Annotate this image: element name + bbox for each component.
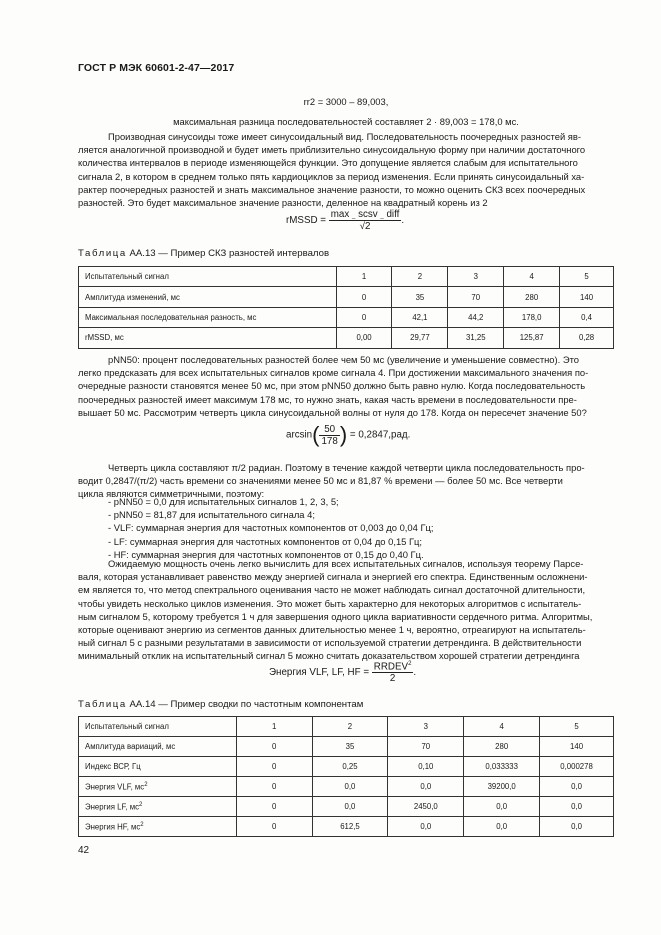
numerator-part: diff xyxy=(386,209,400,220)
text-line: ным сигналом 5, которому требуется 1 ч для завершения одного цикла вариативности сердечного ритма. Алгоритмы, xyxy=(78,610,593,622)
table-cell: 0,0 xyxy=(312,777,388,797)
document-header: ГОСТ Р МЭК 60601-2-47—2017 xyxy=(78,62,235,74)
text-line: легко предсказать для всех испытательных сигналов кроме сигнала 4. При достижении максимального значения по- xyxy=(78,367,589,379)
text-line: поочередных разностей имеет максимум 178 мс, то нужно знать, какая часть времени в последовательности пре- xyxy=(78,393,577,405)
formula-lhs: Энергия VLF, LF, HF = xyxy=(269,667,370,679)
table-cell: 178,0 xyxy=(504,307,560,327)
rmssd-formula xyxy=(286,209,404,232)
table-row xyxy=(79,757,614,777)
table-cell: 0 xyxy=(336,287,392,307)
table-cell: 4 xyxy=(464,717,540,737)
table-cell: 140 xyxy=(560,287,614,307)
text-line: минимальный отклик на испытательный сигнал 5 можно считать доказательством хорошей стратегии детрендинга xyxy=(78,650,580,662)
table-cell: 29,77 xyxy=(392,328,448,348)
table-cell: 0,0 xyxy=(464,797,540,817)
numerator-part: max xyxy=(330,209,350,220)
formula-fraction xyxy=(329,209,405,232)
text-line: цикла являются симметричными, поэтому: xyxy=(78,488,265,500)
table-cell: 35 xyxy=(312,737,388,757)
text-line: Ожидаемую мощность очень легко вычислить для всех испытательных сигналов, используя теорему Парсе- xyxy=(108,558,584,569)
text-line: валя, которая устанавливает равенство между энергией сигнала и энергией его спектра. Единственным осложнени- xyxy=(78,571,588,583)
numerator-exponent: 2 xyxy=(408,661,412,667)
table-cell: 0,28 xyxy=(560,328,614,348)
table-cell: 42,1 xyxy=(392,307,448,327)
formula-rhs: = 0,2847,рад. xyxy=(349,429,411,441)
list-item: - pNN50 = 0,0 для испытательных сигналов 1, 2, 3, 5; xyxy=(108,496,339,507)
table-cell: 0 xyxy=(236,757,312,777)
text-line: ный сигнал 5 с разными результатами в зависимости от используемой стратегии детрендинга. В действительности xyxy=(78,637,582,649)
table-cell: 1 xyxy=(236,717,312,737)
formula-fraction xyxy=(319,424,339,447)
table-cell: 70 xyxy=(388,737,464,757)
equation-max-difference: максимальная разница последовательностей составляет 2 · 89,003 = 178,0 мс. xyxy=(173,116,519,127)
formula-lhs: rMSSD = xyxy=(286,215,327,227)
table-cell: 0,10 xyxy=(388,757,464,777)
formula-fraction xyxy=(372,661,417,685)
text-line: Производная синусоиды тоже имеет синусоидальный вид. Последовательность поочередных разностей яв- xyxy=(108,131,581,142)
row-label: Энергия LF, мс xyxy=(85,802,139,812)
text-line: pNN50: процент последовательных разностей более чем 50 мс (увеличение и уменьшение совместно). Это xyxy=(108,354,579,365)
paragraph-parseval xyxy=(78,557,614,663)
table-cell: 70 xyxy=(448,287,504,307)
table-cell: 5 xyxy=(560,267,614,287)
formula-denominator: 178 xyxy=(321,435,338,447)
table-cell: 1 xyxy=(336,267,392,287)
text-line: которые оценивают энергию из сегментов данных длительностью менее 1 ч, вероятно, отреагируют на испытатель- xyxy=(78,624,586,636)
table-cell: Испытательный сигнал xyxy=(79,717,237,737)
table-cell xyxy=(79,777,237,797)
table-cell: 5 xyxy=(540,717,614,737)
table-cell: 0 xyxy=(236,737,312,757)
table-cell: 612,5 xyxy=(312,817,388,837)
table-cell: 0 xyxy=(236,797,312,817)
paragraph-pnn50 xyxy=(78,353,614,419)
table-cell: 2 xyxy=(312,717,388,737)
formula-end: . xyxy=(413,667,417,679)
unit-exponent: 2 xyxy=(144,781,148,788)
list-item: - VLF: суммарная энергия для частотных компонентов от 0,003 до 0,04 Гц; xyxy=(108,522,434,534)
numerator-text: RRDEV xyxy=(373,661,409,673)
page-number: 42 xyxy=(78,845,90,856)
formula-denominator: 2 xyxy=(389,673,396,685)
table-rmssd xyxy=(78,266,614,349)
caption-text: АА.14 — Пример сводки по частотным компонентам xyxy=(126,699,364,710)
list-item: - LF: суммарная энергия для частотных компонентов от 0,04 до 0,15 Гц; xyxy=(108,535,423,547)
table-cell: 4 xyxy=(504,267,560,287)
table1-caption xyxy=(78,248,329,259)
text-line: рактер поочередных разностей и знать максимальное значение разности, то можно оценить СКЗ всех поочередных xyxy=(78,183,586,195)
table-row xyxy=(79,817,614,837)
table-cell: 0,0 xyxy=(388,777,464,797)
formula-denominator: √2 xyxy=(359,221,371,232)
table-cell: 3 xyxy=(448,267,504,287)
table-cell: Индекс ВСР, Гц xyxy=(79,757,237,777)
table-cell: 0,0 xyxy=(540,777,614,797)
table-cell: rMSSD, мс xyxy=(79,328,337,348)
text-line: чтобы увидеть несколько циклов изменения. Это может быть характерно для некоторых алгоритмов с испытатель- xyxy=(78,597,582,609)
text-line: сигнала 2, в котором в среднем только пять кардиоциклов за период изменения. Если принять синусоидальный ха- xyxy=(78,170,585,182)
results-list xyxy=(108,495,434,561)
table-cell: Испытательный сигнал xyxy=(79,267,337,287)
table-frequency-summary xyxy=(78,716,614,837)
table-cell: 39200,0 xyxy=(464,777,540,797)
caption-prefix: Таблица xyxy=(78,248,127,259)
row-label: Энергия HF, мс xyxy=(85,822,141,832)
list-item: - HF: суммарная энергия для частотных компонентов от 0,15 до 0,40 Гц. xyxy=(108,548,424,560)
table-row xyxy=(79,328,614,348)
formula-end: . xyxy=(401,215,405,227)
table-row xyxy=(79,717,614,737)
arcsin-formula: arcsin( $\frac{50}{178}$ ) = 0,2847,рад. xyxy=(286,422,411,447)
table-cell: 31,25 xyxy=(448,328,504,348)
table-cell: 280 xyxy=(464,737,540,757)
text-line: вышает 50 мс. Рассмотрим четверть цикла синусоидальной волны от нуля до 178. Когда он пересечет значение 50? xyxy=(78,406,587,418)
formula-numerator: max _ scsv _ diff xyxy=(330,209,400,220)
text-line: количества интервалов в периоде изменяющейся функции. Это допущение является слабым для испытательного xyxy=(78,157,578,169)
table-cell: Максимальная последовательная разность, мс xyxy=(79,307,337,327)
table-row xyxy=(79,267,614,287)
table-cell: 140 xyxy=(540,737,614,757)
equation-rr2: rr2 = 3000 – 89,003, xyxy=(303,96,389,107)
table-row xyxy=(79,737,614,757)
unit-exponent: 2 xyxy=(139,801,143,808)
paragraph-derivative xyxy=(78,130,614,209)
table-cell: 0,000278 xyxy=(540,757,614,777)
table-cell: 44,2 xyxy=(448,307,504,327)
table-cell: 3 xyxy=(388,717,464,737)
caption-prefix: Таблица xyxy=(78,699,127,710)
table-cell: 0 xyxy=(236,777,312,797)
table-cell: 0,0 xyxy=(312,797,388,817)
table-cell: 35 xyxy=(392,287,448,307)
caption-text: АА.13 — Пример СКЗ разностей интервалов xyxy=(126,248,330,259)
table-cell: 0,25 xyxy=(312,757,388,777)
text-line: ляется аналогичной производной и будет иметь приблизительно синусоидальную форму при наличии достаточного xyxy=(78,144,586,156)
table-cell: 0,033333 xyxy=(464,757,540,777)
text-line: Четверть цикла составляют π/2 радиан. Поэтому в течение каждой четверти цикла последовательность про- xyxy=(108,462,585,473)
table-cell: 0,0 xyxy=(388,817,464,837)
table-row xyxy=(79,797,614,817)
table-cell: Амплитуда вариаций, мс xyxy=(79,737,237,757)
table-row xyxy=(79,287,614,307)
table-cell: 125,87 xyxy=(504,328,560,348)
table-cell: 2450,0 xyxy=(388,797,464,817)
text-line: очередные разности становятся менее 50 мс, при этом pNN50 должно быть равно нулю. Когда последовательность xyxy=(78,380,586,392)
table-cell: Амплитуда изменений, мс xyxy=(79,287,337,307)
row-label: Энергия VLF, мс xyxy=(85,782,145,792)
table-cell: 0 xyxy=(236,817,312,837)
table-row xyxy=(79,777,614,797)
formula-function: arcsin xyxy=(286,429,313,441)
numerator-part: scsv xyxy=(358,209,378,220)
table-cell xyxy=(79,797,237,817)
energy-formula xyxy=(269,661,416,684)
table-cell: 0,0 xyxy=(540,797,614,817)
text-line: разностей. Это будет максимальное значение разности, деленное на квадратный корень из 2 xyxy=(78,197,488,209)
table-cell: 2 xyxy=(392,267,448,287)
formula-numerator: 50 xyxy=(319,424,339,436)
table-cell: 0,0 xyxy=(540,817,614,837)
unit-exponent: 2 xyxy=(140,821,144,828)
table-cell: 0,0 xyxy=(464,817,540,837)
table-cell: 0 xyxy=(336,307,392,327)
text-line: водит 0,2847/(π/2) часть времени со значениями менее 50 мс и 81,87 % времени — более 50 мс. Все четверти xyxy=(78,475,563,487)
text-line: ем является то, что метод спектрального оценивания часто не может наблюдать сигнал достаточной длительности, xyxy=(78,584,586,596)
table2-caption xyxy=(78,699,363,710)
table-cell: 0,00 xyxy=(336,328,392,348)
table-row xyxy=(79,307,614,327)
table-cell: 0,4 xyxy=(560,307,614,327)
table-cell xyxy=(79,817,237,837)
formula-numerator xyxy=(372,661,414,673)
list-item: - pNN50 = 81,87 для испытательного сигнала 4; xyxy=(108,509,315,521)
table-cell: 280 xyxy=(504,287,560,307)
